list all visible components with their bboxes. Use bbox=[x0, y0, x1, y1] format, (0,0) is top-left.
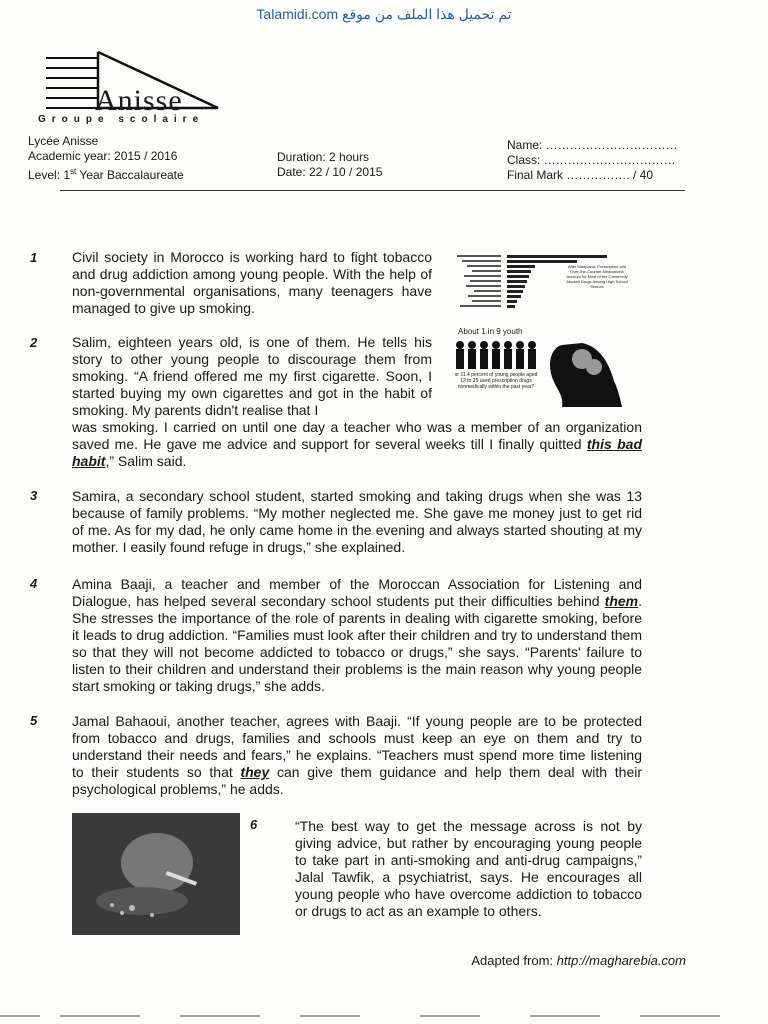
paragraph-number: 1 bbox=[30, 250, 38, 265]
source-credit: Adapted from: http://magharebia.com bbox=[471, 953, 686, 968]
emphasis-this-bad-habit: this bad habit bbox=[72, 436, 642, 469]
paragraph-number: 4 bbox=[30, 576, 38, 591]
fig2-caption: or 11.4 percent of young people aged 12 to 25 used prescription drugs nonmedically within the past year? bbox=[454, 372, 538, 390]
duration: Duration: 2 hours bbox=[277, 150, 370, 164]
paragraph-1: Civil society in Morocco is working hard to fight tobacco and drug addiction among young people. With the help of non-governmental organisations, many teenagers have managed to give up smoking. bbox=[72, 249, 432, 316]
paragraph-2a: Salim, eighteen years old, is one of them. He tells his story to other young people to discourage them from smoking. “A friend offered me my first cigarette. Soon, I started buying my own cigarettes and got in the habit of smoking. My parents didn't realise that I bbox=[72, 334, 432, 418]
youth-statistics-graphic bbox=[452, 327, 630, 417]
fig2-title: About 1 in 9 youth bbox=[458, 327, 523, 336]
class-field[interactable]: Class: …………………………… bbox=[507, 153, 676, 167]
header-student-info bbox=[507, 138, 678, 183]
chart-caption: After Marijuana, Prescription and Over-the-Counter Medications Account for Most of the Commonly Abused Drugs Among High School Seniors bbox=[566, 264, 628, 289]
paragraph-2b: was smoking. I carried on until one day a teacher who was a member of an organization saved me. He gave me advice and support for several weeks till I finally quitted this bad habit,” Salim said. bbox=[72, 419, 642, 469]
footer-dashes bbox=[0, 1010, 768, 1022]
source-link[interactable]: http://magharebia.com bbox=[556, 953, 686, 968]
header-exam-info bbox=[277, 150, 382, 180]
smoking-photo bbox=[72, 813, 240, 935]
name-field[interactable]: Name: …………………………… bbox=[507, 138, 678, 152]
paragraph-4: Amina Baaji, a teacher and member of the Moroccan Association for Listening and Dialogue, has helped several secondary school students put their difficulties behind them. She stresses the importance of the role of parents in dealing with cigarette smoking, before it leads to drug addiction. “Families must look after their children and try to understand them so that they will not become addicted to tobacco or drugs,” she says. “Parents' failure to listen to their children and understand their problems is the main reason why young people start smoking or taking drugs,” she adds. bbox=[72, 576, 642, 694]
site-link[interactable]: Talamidi.com bbox=[256, 6, 339, 22]
emphasis-them: them bbox=[604, 593, 639, 609]
header-divider bbox=[60, 190, 685, 191]
paragraph-number: 6 bbox=[250, 817, 258, 832]
paragraph-6: “The best way to get the message across is not by giving advice, but rather by encouraging young people to take part in anti-smoking and anti-drug campaigns,” Jalal Tawfik, a psychiatrist, says. He encourages all young people who have overcome addiction to tobacco or drugs to act as an example to others. bbox=[295, 818, 642, 919]
paragraph-number: 2 bbox=[30, 335, 38, 350]
school-name: Lycée Anisse bbox=[28, 134, 99, 148]
drug-abuse-bar-graphic bbox=[452, 250, 630, 318]
banner-arabic-text: تم تحميل هذا الملف من موقع bbox=[342, 6, 512, 22]
header-school-info bbox=[28, 134, 184, 183]
exam-date: Date: 22 / 10 / 2015 bbox=[277, 165, 383, 179]
download-banner bbox=[0, 6, 768, 23]
paragraph-number: 5 bbox=[30, 713, 38, 728]
logo-name: Anisse bbox=[95, 84, 183, 117]
level: Level: 1st Year Baccalaureate bbox=[28, 167, 184, 182]
final-mark-field[interactable]: Final Mark ……………. / 40 bbox=[507, 168, 654, 182]
paragraph-3: Samira, a secondary school student, started smoking and taking drugs when she was 13 because of family problems. “My mother neglected me. She gave me money just to get rid of me. As for my dad, he only came home in the evening and always started shouting at my mother. I easily found refuge in drugs,” she explained. bbox=[72, 488, 642, 555]
paragraph-number: 3 bbox=[30, 488, 38, 503]
paragraph-5: Jamal Bahaoui, another teacher, agrees with Baaji. “If young people are to be protected from tobacco and drugs, families and schools must keep an eye on them and try to understand their needs and fears,” he explains. “Teachers must spend more time listening to their students so that they can give them guidance and help them deal with their psychological problems,” he adds. bbox=[72, 713, 643, 797]
logo-subtitle: Groupe scolaire bbox=[38, 114, 205, 125]
emphasis-they: they bbox=[240, 764, 270, 780]
academic-year: Academic year: 2015 / 2016 bbox=[28, 149, 178, 163]
